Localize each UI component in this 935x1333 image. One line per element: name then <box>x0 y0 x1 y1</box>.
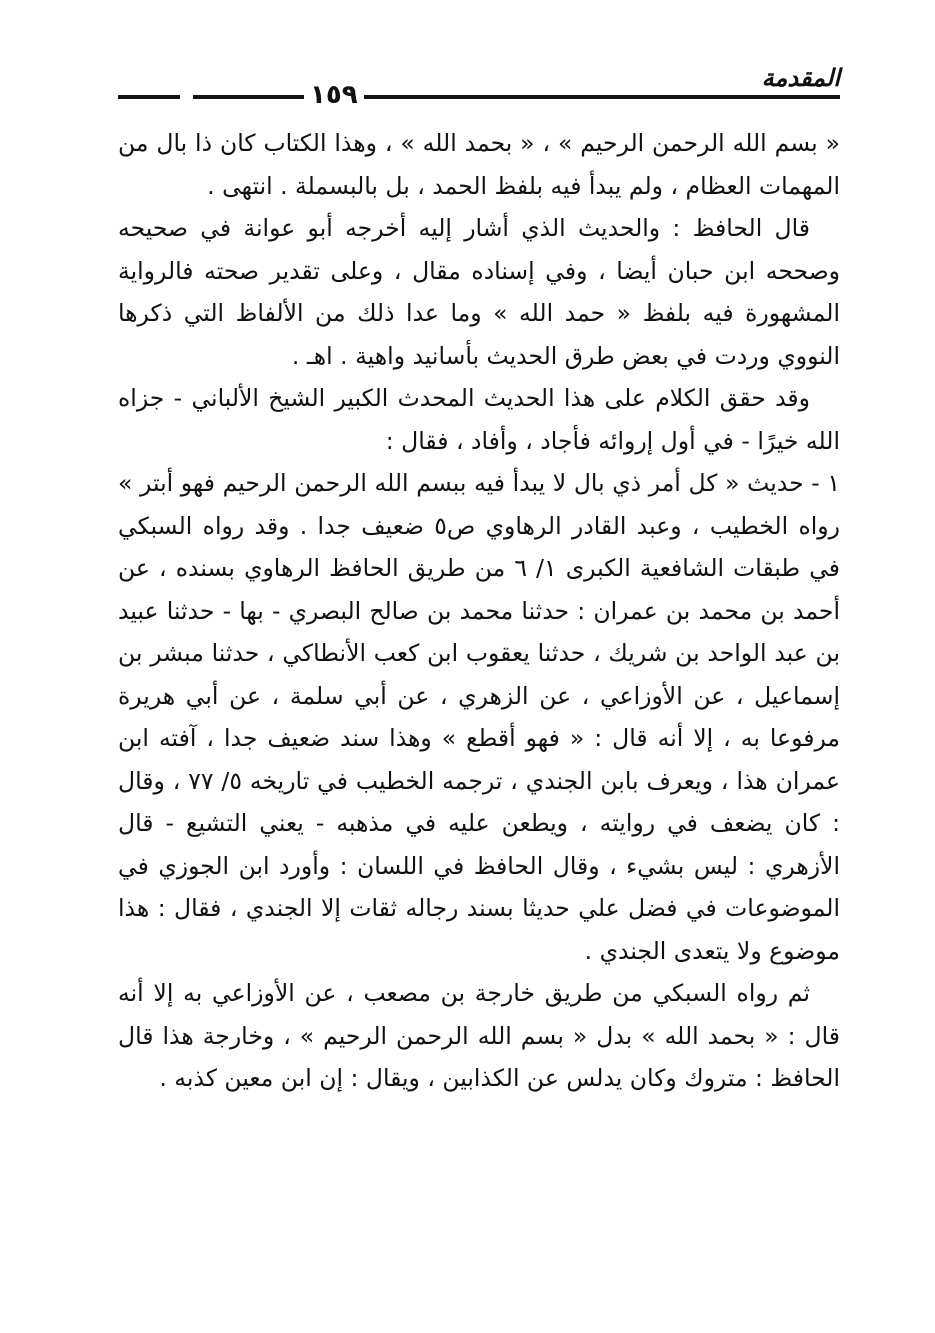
page-number: ١٥٩ <box>304 80 364 110</box>
paragraph-subki-second-route: ثم رواه السبكي من طريق خارجة بن مصعب ، عن الأوزاعي به إلا أنه قال : « بحمد الله » بدل « بسم الله الرحمن الرحيم » ، وخارجة هذا قال الحافظ : متروك وكان يدلس عن الكذابين ، ويقال : إن ابن معين كذبه . <box>118 979 840 1092</box>
header-rule-long <box>193 95 840 99</box>
paragraph-hafiz-comment: قال الحافظ : والحديث الذي أشار إليه أخرجه أبو عوانة في صحيحه وصححه ابن حبان أيضا ، وفي إسناده مقال ، وعلى تقدير صحته فالرواية المشهورة فيه بلفظ « حمد الله » وما عدا ذلك من الألفاظ التي ذكرها النووي وردت في بعض طرق الحديث بأسانيد واهية . اهـ . <box>118 214 840 370</box>
header-rule-short <box>118 95 180 99</box>
body-text <box>118 122 840 1100</box>
paragraph-hadith-takhrij: ١ - حديث « كل أمر ذي بال لا يبدأ فيه ببسم الله الرحمن الرحيم فهو أبتر » رواه الخطيب ، وعبد القادر الرهاوي ص٥ ضعيف جدا . وقد رواه السبكي في طبقات الشافعية الكبرى ١/ ٦ من طريق الحافظ الرهاوي بسنده ، عن أحمد بن محمد بن عمران : حدثنا محمد بن صالح البصري - بها - حدثنا عبيد بن عبد الواحد بن شريك ، حدثنا يعقوب ابن كعب الأنطاكي ، حدثنا مبشر بن إسماعيل ، عن الأوزاعي ، عن الزهري ، عن أبي سلمة ، عن أبي هريرة مرفوعا به ، إلا أنه قال : « فهو أقطع » وهذا سند ضعيف جدا ، آفته ابن عمران هذا ، ويعرف بابن الجندي ، ترجمه الخطيب في تاريخه ٥/ ٧٧ ، وقال : كان يضعف في روايته ، ويطعن عليه في مذهبه - يعني التشيع - قال الأزهري : ليس بشيء ، وقال الحافظ في اللسان : وأورد ابن الجوزي في الموضوعات في فضل علي حديثا بسند رجاله ثقات إلا الجندي ، فقال : هذا موضوع ولا يتعدى الجندي . <box>118 469 841 965</box>
chapter-title: المقدمة <box>761 64 840 92</box>
paragraph-continuation: « بسم الله الرحمن الرحيم » ، « بحمد الله » ، وهذا الكتاب كان ذا بال من المهمات العظام ، ولم يبدأ فيه بلفظ الحمد ، بل بالبسملة . انتهى . <box>118 129 840 200</box>
page-header <box>118 62 840 112</box>
paragraph-albani-intro: وقد حقق الكلام على هذا الحديث المحدث الكبير الشيخ الألباني - جزاه الله خيرًا - في أول إروائه فأجاد ، وأفاد ، فقال : <box>118 384 840 455</box>
